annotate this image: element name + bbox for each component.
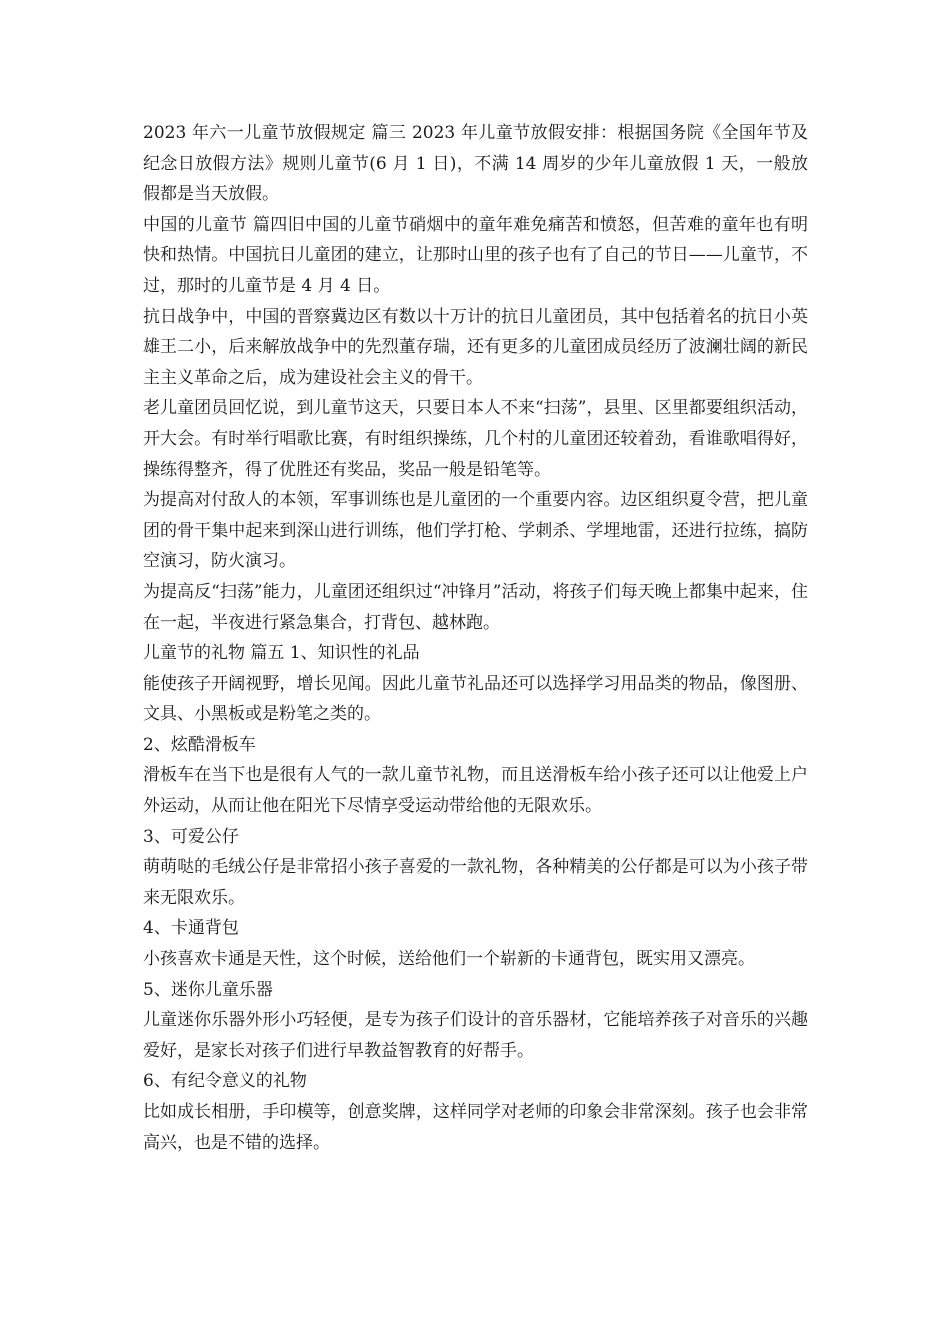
paragraph: 能使孩子开阔视野，增长见闻。因此儿童节礼品还可以选择学习用品类的物品，像图册、文具、小黑板或是粉笔之类的。 xyxy=(143,673,808,725)
list-item-heading: 4、卡通背包 xyxy=(143,918,239,939)
paragraph: 抗日战争中，中国的晋察冀边区有数以十万计的抗日儿童团员，其中包括着名的抗日小英雄王二小，后来解放战争中的先烈董存瑞，还有更多的儿童团成员经历了波澜壮阔的新民主主义革命之后，成为建设社会主义的骨干。 xyxy=(143,306,808,388)
paragraph: 儿童迷你乐器外形小巧轻便，是专为孩子们设计的音乐器材，它能培养孩子对音乐的兴趣爱好，是家长对孩子们进行早教益智教育的好帮手。 xyxy=(143,1010,808,1061)
list-item-heading: 5、迷你儿童乐器 xyxy=(143,979,273,1000)
paragraph: 比如成长相册，手印模等，创意奖牌，这样同学对老师的印象会非常深刻。孩子也会非常高兴，也是不错的选择。 xyxy=(143,1102,808,1153)
paragraph: 2023 年六一儿童节放假规定 篇三 2023 年儿童节放假安排：根据国务院《全国年节及纪念日放假方法》规则儿童节(6 月 1 日)，不满 14 周岁的少年儿童放假 1 天，一般放假都是当天放假。 xyxy=(143,123,808,205)
paragraph: 为提高反“扫荡”能力，儿童团还组织过“冲锋月”活动，将孩子们每天晚上都集中起来，住在一起，半夜进行紧急集合，打背包、越林跑。 xyxy=(143,581,808,633)
paragraph: 滑板车在当下也是很有人气的一款儿童节礼物，而且送滑板车给小孩子还可以让他爱上户外运动，从而让他在阳光下尽情享受运动带给他的无限欢乐。 xyxy=(143,765,808,817)
paragraph: 萌萌哒的毛绒公仔是非常招小孩子喜爱的一款礼物，各种精美的公仔都是可以为小孩子带来无限欢乐。 xyxy=(143,857,808,908)
paragraph: 小孩喜欢卡通是天性，这个时候，送给他们一个崭新的卡通背包，既实用又漂亮。 xyxy=(143,949,755,970)
section-heading: 儿童节的礼物 篇五 1、知识性的礼品 xyxy=(143,643,420,664)
list-item-heading: 6、有纪令意义的礼物 xyxy=(143,1071,307,1092)
list-item-heading: 2、炫酷滑板车 xyxy=(143,734,256,755)
list-item-heading: 3、可爱公仔 xyxy=(143,826,239,847)
paragraph: 老儿童团员回忆说，到儿童节这天，只要日本人不来“扫荡”，县里、区里都要组织活动，开大会。有时举行唱歌比赛，有时组织操练，几个村的儿童团还较着劲，看谁歌唱得好，操练得整齐，得了优胜还有奖品，奖品一般是铅笔等。 xyxy=(143,398,808,480)
paragraph: 为提高对付敌人的本领，军事训练也是儿童团的一个重要内容。边区组织夏令营，把儿童团的骨干集中起来到深山进行训练，他们学打枪、学刺杀、学埋地雷，还进行拉练，搞防空演习，防火演习。 xyxy=(143,490,808,572)
document-body xyxy=(143,118,808,1158)
paragraph: 中国的儿童节 篇四旧中国的儿童节硝烟中的童年难免痛苦和愤怒，但苦难的童年也有明快和热情。中国抗日儿童团的建立，让那时山里的孩子也有了自己的节日——儿童节，不过，那时的儿童节是 4 月 4 日。 xyxy=(143,214,808,296)
